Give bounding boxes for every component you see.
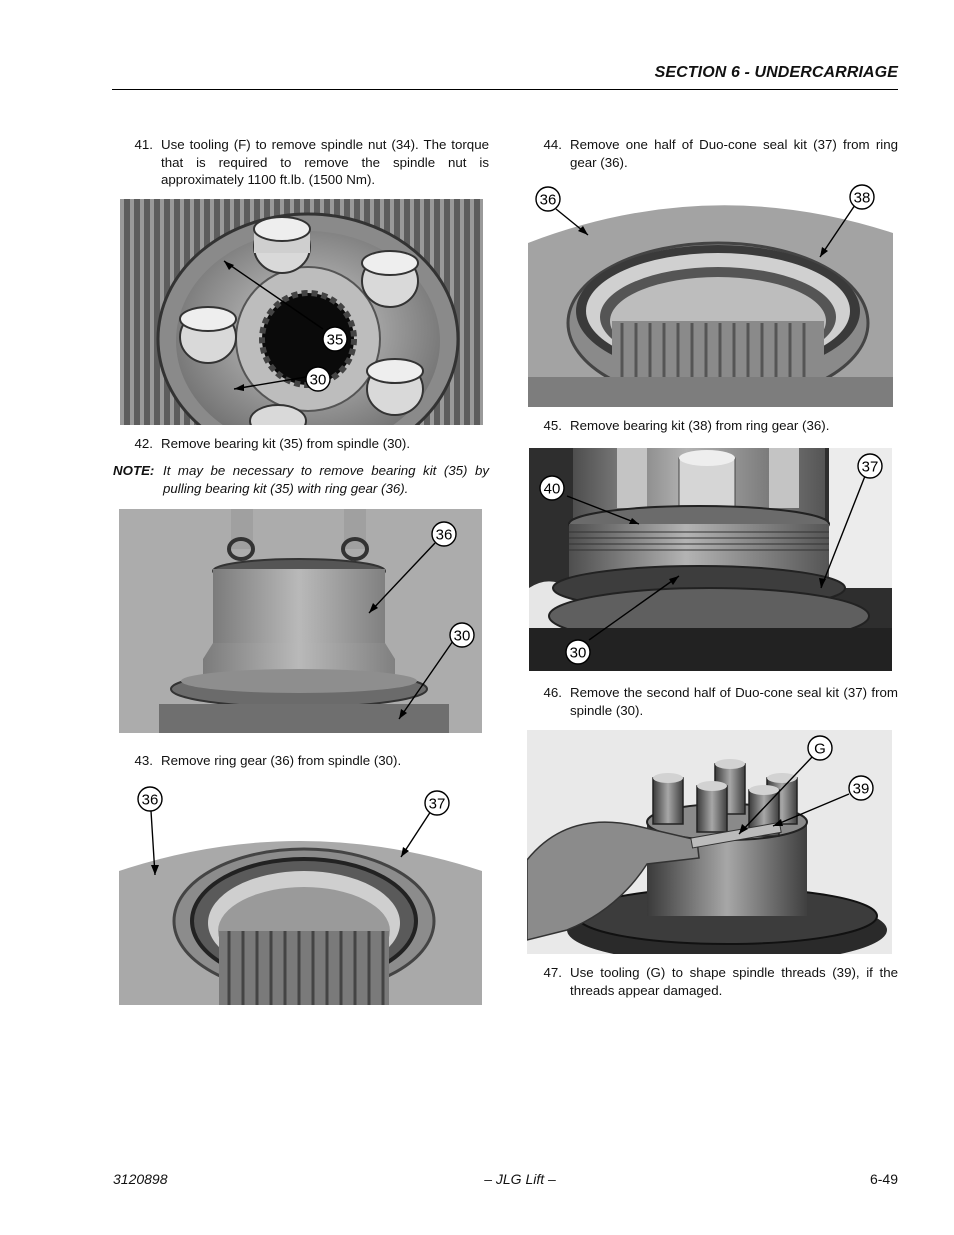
step-44 bbox=[522, 136, 898, 172]
photo-spindle-threads bbox=[527, 730, 892, 954]
photo-bearing-kit-ring bbox=[528, 183, 893, 407]
step-41 bbox=[113, 136, 489, 190]
header-rule bbox=[112, 89, 898, 90]
step-number: 41. bbox=[134, 137, 153, 152]
step-text: Remove the second half of Duo-cone seal kit (37) from spindle (30). bbox=[570, 685, 898, 718]
step-text: Use tooling (F) to remove spindle nut (34). The torque that is required to remove the spindle nut is approximately 1100 ft.lb. (1500 Nm). bbox=[161, 137, 489, 187]
step-number: 43. bbox=[134, 753, 153, 768]
callout-37: 37 bbox=[861, 458, 879, 476]
step-number: 47. bbox=[543, 965, 562, 980]
callout-36: 36 bbox=[539, 191, 557, 209]
step-number: 44. bbox=[543, 137, 562, 152]
photo-ring-gear-seal bbox=[119, 781, 482, 1005]
doc-number: 3120898 bbox=[113, 1171, 168, 1187]
step-text: Remove one half of Duo-cone seal kit (37) from ring gear (36). bbox=[570, 137, 898, 170]
step-45 bbox=[522, 417, 898, 435]
footer-center: – JLG Lift – bbox=[484, 1171, 556, 1187]
step-number: 45. bbox=[543, 418, 562, 433]
callout-37: 37 bbox=[428, 795, 446, 813]
callout-38: 38 bbox=[853, 189, 871, 207]
step-42 bbox=[113, 435, 489, 453]
callout-30: 30 bbox=[309, 371, 327, 389]
section-title: SECTION 6 - UNDERCARRIAGE bbox=[654, 64, 898, 81]
note-text: It may be necessary to remove bearing kit (35) by pulling bearing kit (35) with ring gear (36). bbox=[163, 463, 489, 496]
step-text: Remove bearing kit (38) from ring gear (36). bbox=[570, 418, 830, 433]
step-number: 46. bbox=[543, 685, 562, 700]
note bbox=[113, 462, 489, 498]
step-text: Remove bearing kit (35) from spindle (30). bbox=[161, 436, 411, 451]
callout-30: 30 bbox=[453, 627, 471, 645]
callout-36: 36 bbox=[435, 526, 453, 544]
callout-40: 40 bbox=[543, 480, 561, 498]
callout-30: 30 bbox=[569, 644, 587, 662]
photo-duo-cone-seal bbox=[529, 448, 892, 671]
callout-36: 36 bbox=[141, 791, 159, 809]
callout-g: G bbox=[814, 740, 826, 758]
callout-39: 39 bbox=[852, 780, 870, 798]
step-text: Remove ring gear (36) from spindle (30). bbox=[161, 753, 402, 768]
step-46 bbox=[522, 684, 898, 720]
step-47 bbox=[522, 964, 898, 1000]
step-43 bbox=[113, 752, 489, 770]
photo-ring-gear-lift bbox=[119, 509, 482, 733]
photo-spindle-nut bbox=[120, 199, 483, 425]
page-number: 6-49 bbox=[869, 1171, 898, 1187]
step-number: 42. bbox=[134, 436, 153, 451]
step-text: Use tooling (G) to shape spindle threads (39), if the threads appear damaged. bbox=[570, 965, 898, 998]
note-label: NOTE: bbox=[113, 463, 155, 478]
callout-35: 35 bbox=[326, 331, 344, 349]
